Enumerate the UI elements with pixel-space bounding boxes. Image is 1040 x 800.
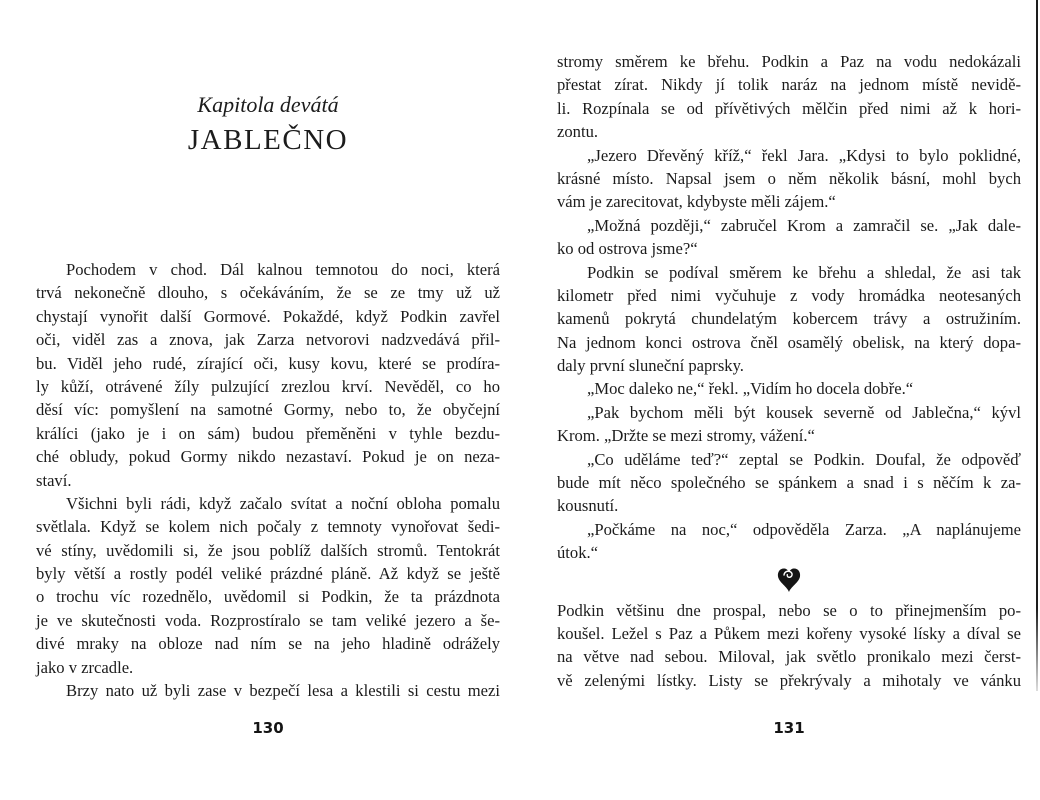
text-line: Podkin se podíval směrem ke břehu a shledal, že asi tak: [587, 262, 1021, 282]
chapter-title: JABLEČNO: [187, 124, 349, 156]
text-line: Brzy nato už byli zase v bezpečí lesa a klestili si cestu mezi: [66, 681, 500, 701]
text-line: ché obludy, pokud Gormy nikdo nezastaví. Pokud je on neza-: [36, 447, 500, 467]
left-page-text: [36, 258, 500, 702]
text-line: Všichni byli rádi, když začalo svítat a noční obloha pomalu: [66, 493, 500, 513]
text-line: přestat zírat. Nikdy jí tolik naráz na jednom místě nevidě-: [557, 75, 1021, 95]
text-line: světlala. Když se kolem nich počaly z temnoty vynořovat šedi-: [36, 517, 500, 537]
text-line: vě zelenými lístky. Listy se překrývaly a mihotaly ve vánku: [557, 670, 1021, 690]
text-line: „Jezero Dřevěný kříž,“ řekl Jara. „Kdysi to bylo poklidné,: [587, 145, 1021, 165]
text-line: koušel. Ležel s Paz a Půkem mezi kořeny vysoké lísky a díval se: [557, 623, 1021, 643]
text-line: ko od ostrova jsme?“: [557, 239, 698, 259]
text-line: oči, viděl zas a znova, jak Zarza netvorovi nadzvedává přil-: [36, 330, 500, 350]
chapter-label: Kapitola devátá: [197, 92, 339, 117]
text-line: je ve skutečnosti voda. Rozprostíralo se tam veliké jezero a še-: [36, 610, 500, 630]
section-break-ornament: [557, 565, 1021, 599]
text-line: staví.: [36, 470, 72, 490]
page-edge-line: [1036, 0, 1038, 691]
text-line: trvá nekonečně dlouho, s očekáváním, že se ze tmy už už: [36, 283, 500, 303]
text-line: Podkin většinu dne prospal, nebo se o to přinejmenším po-: [557, 600, 1021, 620]
page-number: 131: [773, 719, 805, 737]
text-line: bu. Viděl jeho rudé, zírající oči, kusy kovu, které se prodíra-: [36, 353, 500, 373]
text-line: „Moc daleko ne,“ řekl. „Vidím ho docela dobře.“: [587, 379, 914, 399]
text-line: vám je zarecitovat, kdybyste měli zájem.“: [557, 192, 836, 212]
text-line: li. Rozpínala se od přívětivých mělčin před nimi až k hori-: [557, 98, 1021, 118]
page-number: 130: [252, 719, 284, 737]
text-line: „Možná později,“ zabručel Krom a zamračil se. „Jak dale-: [587, 215, 1021, 235]
text-line: „Počkáme na noc,“ odpověděla Zarza. „A naplánujeme: [587, 519, 1021, 539]
text-line: o trochu víc rozednělo, uvědomil si Podkin, že ta prázdnota: [36, 587, 500, 607]
text-line: krásné místo. Napsal jsem o něm několik básní, mohl bych: [557, 168, 1021, 188]
text-line: kousnutí.: [557, 496, 619, 516]
chapter-heading: [36, 92, 500, 157]
text-line: bude mít něco společného se spánkem a snad i s něčím k za-: [557, 473, 1021, 493]
right-page: [557, 0, 1021, 800]
text-line: divé mraky na obloze nad ním se na jeho hladině odrážely: [36, 634, 500, 654]
text-line: vé stíny, uvědomili si, že jsou poblíž dalších stromů. Tentokrát: [36, 540, 500, 560]
right-page-text: [557, 50, 1021, 692]
text-line: zontu.: [557, 122, 599, 142]
text-line: kilometr před nimi vyčuhuje z vody hromádka neotesaných: [557, 285, 1021, 305]
text-line: jako v zrcadle.: [36, 657, 134, 677]
text-line: „Co uděláme teď?“ zeptal se Podkin. Doufal, že odpověď: [587, 449, 1021, 469]
text-line: chystají vynořit další Gormové. Pokaždé, když Podkin zavřel: [36, 306, 500, 326]
text-line: ly kůží, otrávené žíly pulzující zrezlou krví. Nevěděl, co ho: [36, 376, 500, 396]
text-line: daly první sluneční paprsky.: [557, 356, 744, 376]
text-line: děsí víc: pomyšlení na samotné Gormy, nebo to, že obyčejní: [36, 400, 500, 420]
text-line: „Pak bychom měli být kousek severně od Jablečna,“ kývl: [587, 402, 1021, 422]
text-line: Krom. „Držte se mezi stromy, vážení.“: [557, 426, 815, 446]
text-line: útok.“: [557, 543, 599, 563]
text-line: stromy směrem ke břehu. Podkin a Paz na vodu nedokázali: [557, 52, 1021, 71]
text-line: Na jednom konci ostrova čněl osamělý obelisk, na který dopa-: [557, 332, 1021, 352]
text-line: Pochodem v chod. Dál kalnou temnotou do noci, která: [66, 260, 500, 279]
floral-heart-leaf-icon: [776, 565, 802, 598]
text-line: kamenů pokrytá chundelatým kobercem trávy a ostružiním.: [557, 309, 1021, 329]
left-page: [36, 0, 500, 800]
text-line: na větve nad sebou. Miloval, jak světlo pronikalo mezi čerst-: [557, 647, 1021, 667]
text-line: králíci (jako je i on sám) budou přeměněni v tyhle bezdu-: [36, 423, 500, 443]
text-line: byly větší a rostly podél veliké prázdné pláně. Až když se ještě: [36, 564, 500, 584]
